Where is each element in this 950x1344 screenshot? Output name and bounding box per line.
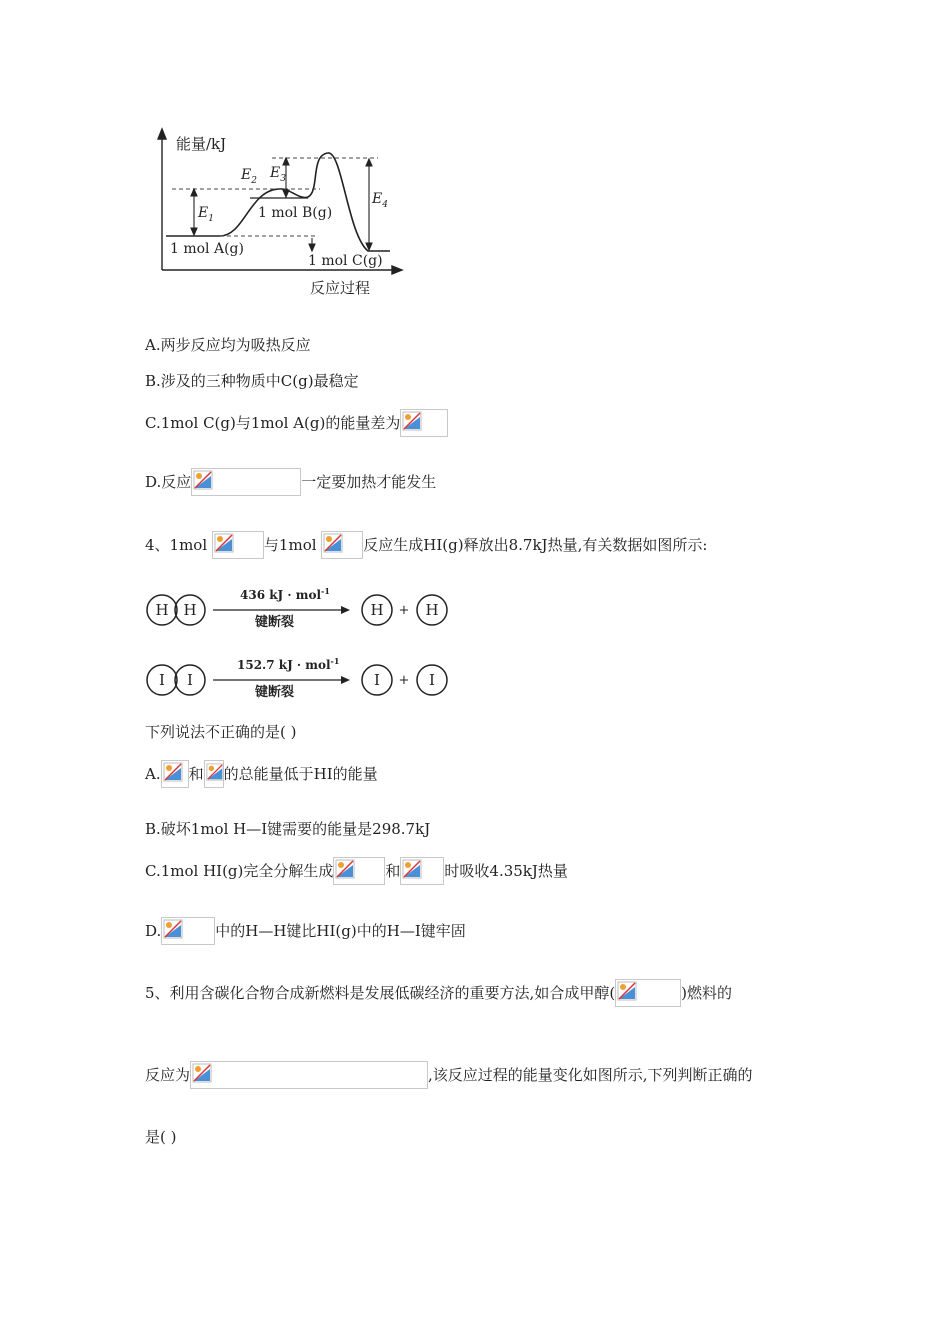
y-axis-label: 能量/kJ xyxy=(176,135,227,153)
broken-image-icon xyxy=(190,1061,428,1089)
q5-line-1: 5、利用含碳化合物合成新燃料是发展低碳经济的重要方法,如合成甲醇( )燃料的 xyxy=(145,979,732,1007)
x-axis-arrow xyxy=(392,266,402,274)
atom-i: I xyxy=(159,671,165,689)
svg-text:H: H xyxy=(425,601,439,619)
broken-image-icon xyxy=(321,531,363,559)
e4-label: $E_4$ xyxy=(372,191,388,210)
x-axis-label: 反应过程 xyxy=(310,279,371,297)
hh-energy-label: 436 kJ · mol$^{-1}$ xyxy=(240,586,330,602)
species-c-label: 1 mol C(g) xyxy=(308,253,383,269)
atom-i: I xyxy=(187,671,193,689)
ii-energy-label: 152.7 kJ · mol$^{-1}$ xyxy=(237,656,340,672)
e3-label: $E_3$ xyxy=(270,165,286,184)
species-b-label: 1 mol B(g) xyxy=(258,205,333,221)
svg-text:I: I xyxy=(429,671,435,689)
svg-text:I: I xyxy=(374,671,380,689)
ii-bond-diagram xyxy=(145,653,455,703)
energy-profile-diagram xyxy=(150,125,420,305)
q3-option-b: B.涉及的三种物质中C(g)最稳定 xyxy=(145,372,359,390)
svg-text:+: + xyxy=(398,603,410,618)
broken-image-icon xyxy=(161,917,215,945)
q4-option-a: A. 和 的总能量低于HI的能量 xyxy=(145,760,378,788)
hh-action-label: 键断裂 xyxy=(255,615,295,630)
broken-image-icon xyxy=(191,468,301,496)
q4-option-b: B.破坏1mol H—I键需要的能量是298.7kJ xyxy=(145,820,431,838)
e1-label: $E_1$ xyxy=(198,205,214,224)
q3-option-c: C.1mol C(g)与1mol A(g)的能量差为 xyxy=(145,409,448,437)
broken-image-icon xyxy=(400,857,444,885)
hh-bond-diagram xyxy=(145,583,455,633)
y-axis-arrow xyxy=(158,129,166,139)
species-a-label: 1 mol A(g) xyxy=(170,241,244,257)
broken-image-icon xyxy=(400,409,448,437)
ii-action-label: 键断裂 xyxy=(255,685,295,700)
q5-line-2: 反应为 ,该反应过程的能量变化如图所示,下列判断正确的 xyxy=(145,1061,753,1089)
q4-stem: 4、1mol 与1mol 反应生成HI(g)释放出8.7kJ热量,有关数据如图所示: xyxy=(145,531,707,559)
e2-label: $E_2$ xyxy=(241,167,257,186)
broken-image-icon xyxy=(615,979,681,1007)
broken-image-icon xyxy=(161,760,189,788)
broken-image-icon xyxy=(333,857,385,885)
q5-line-3: 是( ) xyxy=(145,1128,177,1146)
svg-text:+: + xyxy=(398,673,410,688)
q3-option-d: D.反应 一定要加热才能发生 xyxy=(145,468,436,496)
q4-question: 下列说法不正确的是( ) xyxy=(145,723,297,741)
broken-image-icon xyxy=(204,760,224,788)
q4-option-c: C.1mol HI(g)完全分解生成 和 时吸收4.35kJ热量 xyxy=(145,857,568,885)
svg-text:H: H xyxy=(370,601,384,619)
broken-image-icon xyxy=(212,531,264,559)
q4-option-d: D. 中的H—H键比HI(g)中的H—I键牢固 xyxy=(145,917,466,945)
q3-option-a: A.两步反应均为吸热反应 xyxy=(145,336,311,354)
atom-h: H xyxy=(155,601,169,619)
atom-h: H xyxy=(183,601,197,619)
